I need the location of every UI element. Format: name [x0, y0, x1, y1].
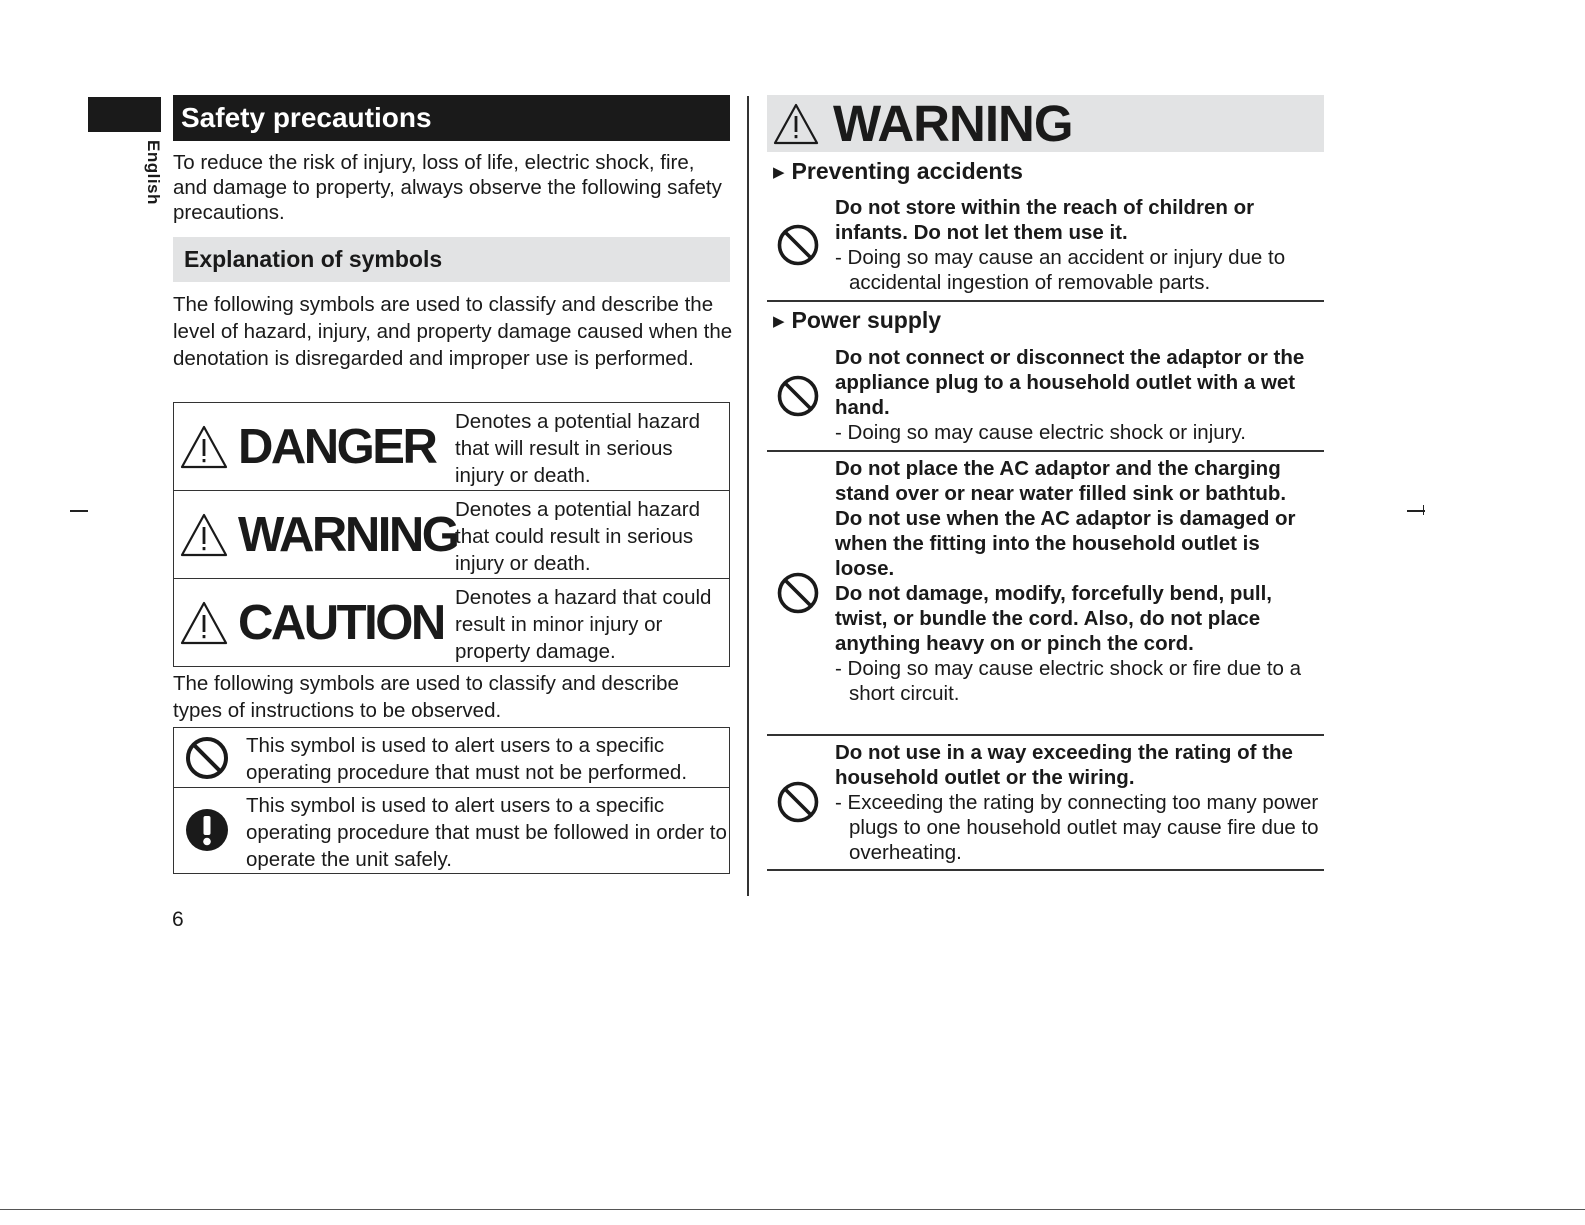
section-heading-text: Preventing accidents [791, 158, 1023, 184]
warning-instruction: Do not store within the reach of children or infants. Do not let them use it. [835, 196, 1255, 244]
warning-consequence: - Doing so may cause electric shock or fire due to a short circuit. [835, 657, 1302, 705]
language-label: English [144, 140, 163, 205]
pointer-triangle-icon: ▶ [773, 313, 785, 330]
warning-entry [767, 195, 1324, 300]
symbol-description: This symbol is used to alert users to a specific operating procedure that must not be performed. [246, 734, 688, 784]
warning-entry [767, 740, 1324, 869]
symbol-description: This symbol is used to alert users to a specific operating procedure that must be followed in order to operate the unit safely. [246, 794, 727, 871]
warning-entry-text [835, 345, 1320, 445]
prohibition-icon [776, 223, 820, 267]
warning-consequence: - Doing so may cause electric shock or injury. [835, 421, 1246, 444]
section-heading-preventing-accidents [773, 158, 1023, 185]
warning-entry [767, 456, 1324, 733]
warning-consequence: - Doing so may cause an accident or injury due to accidental ingestion of removable parts. [835, 246, 1286, 294]
hazard-intro-paragraph: The following symbols are used to classify and describe the level of hazard, injury, and property damage caused when the denotation is disregarded and improper use is performed. [173, 293, 733, 370]
hazard-level-word: WARNING [238, 508, 458, 562]
hazard-level-word: DANGER [238, 420, 436, 474]
prohibition-icon [776, 780, 820, 824]
prohibition-icon [184, 735, 230, 781]
warning-triangle-icon [180, 601, 228, 645]
instruction-intro-paragraph: The following symbols are used to classify and describe types of instructions to be observed. [173, 672, 679, 722]
section-heading-power-supply [773, 307, 941, 334]
hazard-level-description: Denotes a hazard that could result in minor injury or property damage. [455, 586, 712, 663]
hazard-level-table [173, 402, 730, 667]
warning-banner [767, 95, 1324, 152]
intro-paragraph: To reduce the risk of injury, loss of life, electric shock, fire, and damage to property, always observe the following safety precautions. [173, 151, 722, 224]
section-heading-text: Power supply [791, 307, 942, 333]
warning-entry-text [835, 456, 1320, 706]
entry-divider [767, 450, 1324, 452]
warning-entry [767, 345, 1324, 449]
warning-instruction: Do not damage, modify, forcefully bend, pull, twist, or bundle the cord. Also, do not place anything heavy on or pinch the cord. [835, 582, 1272, 655]
hazard-level-word: CAUTION [238, 596, 444, 650]
entry-divider [767, 869, 1324, 871]
pointer-triangle-icon: ▶ [773, 164, 785, 181]
warning-triangle-icon [773, 103, 819, 145]
entry-divider [767, 734, 1324, 736]
instruction-symbol-table [173, 727, 730, 874]
warning-instruction: Do not connect or disconnect the adaptor or the appliance plug to a household outlet with a wet hand. [835, 346, 1305, 419]
crop-mark-right-tick [1423, 505, 1424, 515]
symbol-row-mandatory [174, 787, 729, 873]
hazard-level-row-danger [174, 403, 729, 490]
crop-mark-left [70, 510, 88, 512]
hazard-level-description: Denotes a potential hazard that will result in serious injury or death. [455, 410, 701, 487]
column-divider [747, 96, 749, 896]
entry-divider [767, 300, 1324, 302]
warning-instruction: Do not use in a way exceeding the rating of the household outlet or the wiring. [835, 741, 1293, 789]
page-number: 6 [172, 908, 184, 931]
hazard-level-row-warning [174, 490, 729, 578]
page-bottom-rule [0, 1209, 1585, 1210]
page-title: Safety precautions [173, 95, 730, 141]
warning-banner-title: WARNING [833, 95, 1073, 152]
warning-instruction: Do not use when the AC adaptor is damaged or when the fitting into the household outlet is loose. [835, 507, 1296, 580]
warning-instruction: Do not place the AC adaptor and the charging stand over or near water filled sink or bathtub. [835, 457, 1287, 505]
symbol-row-prohibition [174, 728, 729, 787]
prohibition-icon [776, 571, 820, 615]
warning-entry-text [835, 740, 1320, 865]
warning-triangle-icon [180, 513, 228, 557]
warning-triangle-icon [180, 425, 228, 469]
hazard-level-description: Denotes a potential hazard that could result in serious injury or death. [455, 498, 701, 575]
language-tab [88, 97, 161, 132]
warning-consequence: - Exceeding the rating by connecting too many power plugs to one household outlet may cause fire due to overheating. [835, 791, 1319, 864]
hazard-level-row-caution [174, 578, 729, 666]
symbols-heading: Explanation of symbols [173, 237, 730, 282]
mandatory-exclamation-icon [184, 807, 230, 853]
warning-entry-text [835, 195, 1320, 295]
prohibition-icon [776, 374, 820, 418]
